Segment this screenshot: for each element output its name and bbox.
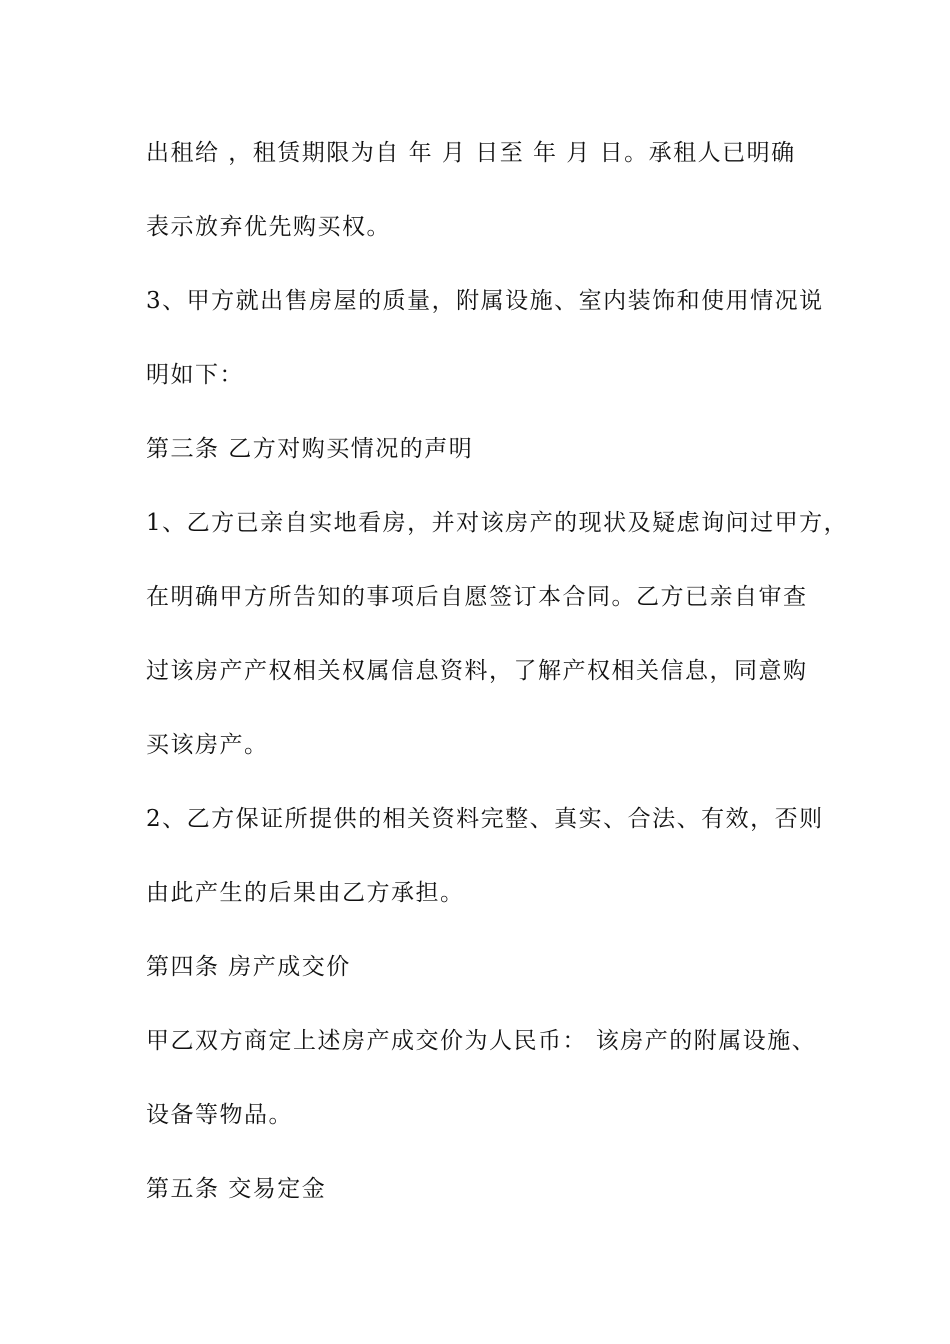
text-line-purchase-property: 买该房产。 [146,732,269,758]
text-line-voluntary-signing: 在明确甲方所告知的事项后自愿签订本合同。乙方已亲自审查 [146,584,808,610]
text-line-transaction-price: 甲乙双方商定上述房产成交价为人民币： 该房产的附属设施、 [146,1028,817,1054]
text-line-waive-preemption: 表示放弃优先购买权。 [146,214,391,240]
text-line-as-follows: 明如下： [146,362,244,388]
text-line-equipment: 设备等物品。 [146,1102,293,1128]
section-heading-article-5: 第五条 交易定金 [146,1176,327,1202]
text-line-clause-3-quality: 3、甲方就出售房屋的质量，附属设施、室内装饰和使用情况说 [146,288,824,314]
text-line-lease-term: 出租给 ，租赁期限为自 年 月 日至 年 月 日。承租人已明确 [146,140,796,166]
section-heading-article-4: 第四条 房产成交价 [146,954,351,980]
text-line-clause-1-inspection: 1、乙方已亲自实地看房，并对该房产的现状及疑虑询问过甲方， [146,510,849,536]
section-heading-article-3: 第三条 乙方对购买情况的声明 [146,436,474,462]
text-line-consequences: 由此产生的后果由乙方承担。 [146,880,465,906]
text-line-clause-2-guarantee: 2、乙方保证所提供的相关资料完整、真实、合法、有效，否则 [146,806,824,832]
text-line-property-rights: 过该房产产权相关权属信息资料，了解产权相关信息，同意购 [146,658,808,684]
